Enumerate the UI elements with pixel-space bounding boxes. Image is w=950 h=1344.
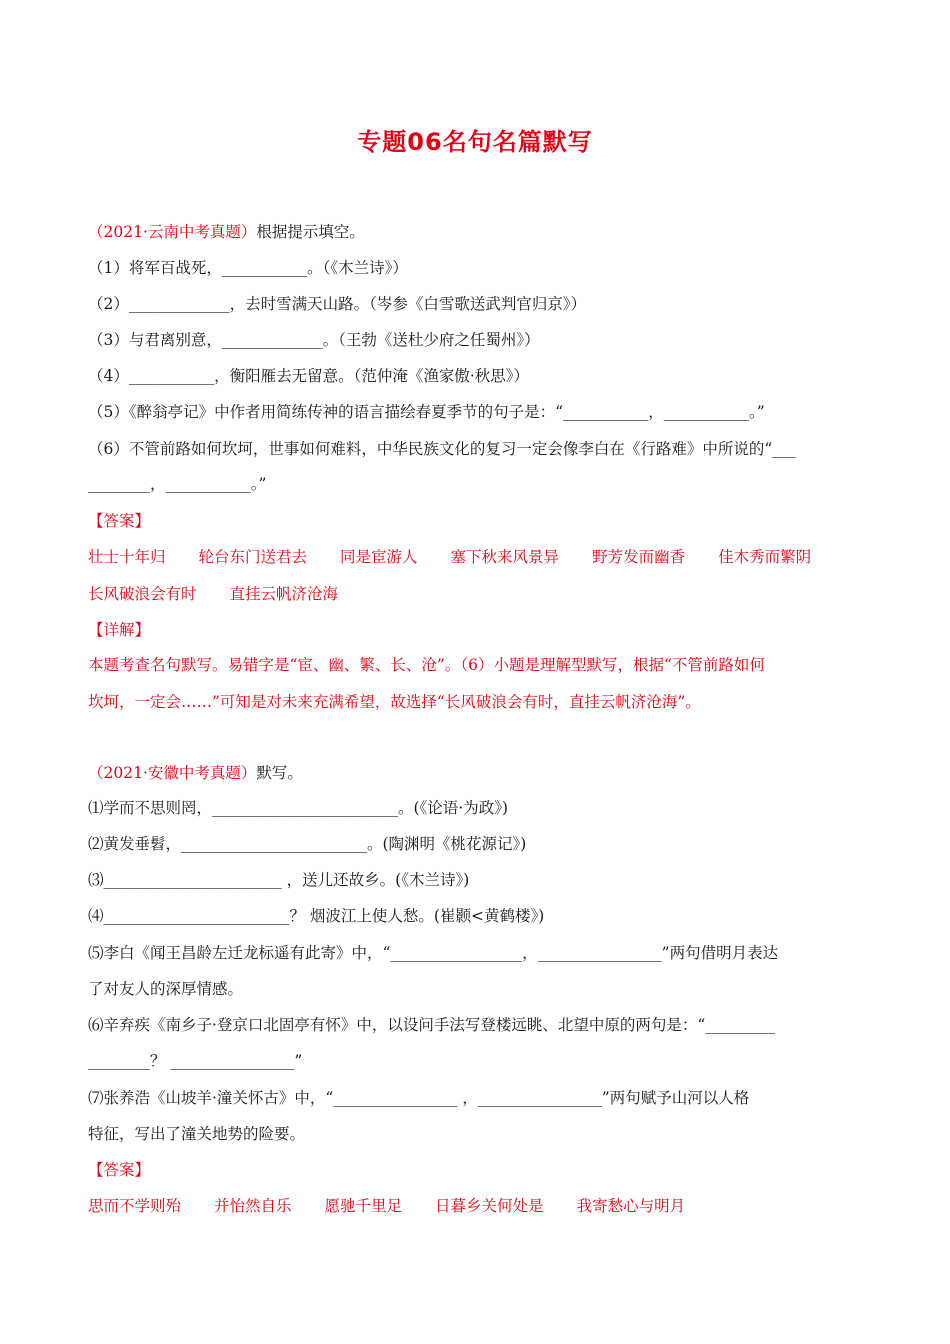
page-title: 专题06名句名篇默写 [357, 128, 593, 156]
q1-explain-label: 【详解】 [88, 621, 151, 639]
q1-answer: 野芳发而幽香 [592, 548, 686, 566]
q1-item-1: （1）将军百战死，___________。（《木兰诗》） [88, 259, 408, 277]
q1-item-5: （5）《醉翁亭记》中作者用简练传神的语言描绘春夏季节的句子是：“___________，___________。” [88, 403, 765, 421]
q1-answers-row2 [88, 584, 878, 604]
q2-item-6-cont: ________？ ________________” [88, 1052, 303, 1070]
q2-answer: 日暮乡关何处是 [435, 1197, 544, 1215]
q2-answer: 我寄愁心与明月 [576, 1197, 686, 1215]
q1-item-3: （3）与君离别意，_____________。（王勃《送杜少府之任蜀州》） [88, 331, 540, 349]
q1-source: （2021·云南中考真题） [88, 223, 257, 241]
q1-answer: 轮台东门送君去 [198, 548, 308, 566]
q2-header [88, 763, 878, 783]
q1-answers-row1 [88, 547, 878, 567]
q2-answer: 愿驰千里足 [324, 1197, 403, 1215]
q2-answers-row1 [88, 1196, 878, 1216]
q2-item-3: ⑶_______________________ ，送儿还故乡。(《木兰诗》) [88, 871, 470, 889]
q1-answer: 壮士十年归 [88, 548, 166, 566]
q1-explain-line-1: 本题考查名句默写。易错字是“宦、幽、繁、长、沧”。（6）小题是理解型默写，根据“不管前路如何 [88, 656, 765, 674]
q1-answer: 直挂云帆济沧海 [229, 585, 339, 603]
q2-item-5: ⑸李白《闻王昌龄左迁龙标遥有此寄》中，“_________________，________________”两句借明月表达 [88, 944, 779, 962]
q2-item-2: ⑵黄发垂髫，________________________。(陶渊明《桃花源记》) [88, 835, 527, 853]
q1-prompt: 根据提示填空。 [256, 223, 365, 241]
q1-answer: 佳木秀而繁阴 [718, 548, 812, 566]
q2-prompt: 默写。 [256, 764, 303, 782]
q1-answer-label: 【答案】 [88, 512, 151, 530]
q1-item-6-cont: ________，___________。” [88, 475, 267, 493]
q1-answer: 长风破浪会有时 [88, 585, 197, 603]
q2-answer-label: 【答案】 [88, 1161, 151, 1179]
q2-item-7: ⑺张养浩《山坡羊·潼关怀古》中，“________________ ，________________”两句赋予山河以人格 [88, 1089, 750, 1107]
q2-source: （2021·安徽中考真题） [88, 764, 257, 782]
q1-answer: 塞下秋来风景异 [450, 548, 560, 566]
q1-answer: 同是宦游人 [340, 548, 418, 566]
q1-item-6: （6）不管前路如何坎坷，世事如何难料，中华民族文化的复习一定会像李白在《行路难》中所说的“___ [88, 440, 796, 458]
q2-item-6: ⑹辛弃疾《南乡子·登京口北固亭有怀》中，以设问手法写登楼远眺、北望中原的两句是：“_________ [88, 1016, 776, 1034]
q1-explain-line-2: 坎坷，一定会……”可知是对未来充满希望，故选择“长风破浪会有时，直挂云帆济沧海”。 [88, 693, 701, 711]
q2-answer: 思而不学则殆 [88, 1197, 182, 1215]
q2-item-7-cont: 特征，写出了潼关地势的险要。 [88, 1125, 306, 1143]
q2-item-4: ⑷________________________？ 烟波江上使人愁。(崔颢<黄鹤楼》) [88, 907, 545, 925]
q1-header [88, 222, 878, 242]
q1-item-2: （2）_____________，去时雪满天山路。（岑参《白雪歌送武判官归京》） [88, 295, 587, 313]
q2-item-5-cont: 了对友人的深厚情感。 [88, 980, 244, 998]
q2-item-1: ⑴学而不思则罔，________________________。(《论语·为政》) [88, 799, 509, 817]
q1-item-4: （4）___________，衡阳雁去无留意。（范仲淹《渔家傲·秋思》） [88, 367, 530, 385]
q2-answer: 并怡然自乐 [214, 1197, 292, 1215]
